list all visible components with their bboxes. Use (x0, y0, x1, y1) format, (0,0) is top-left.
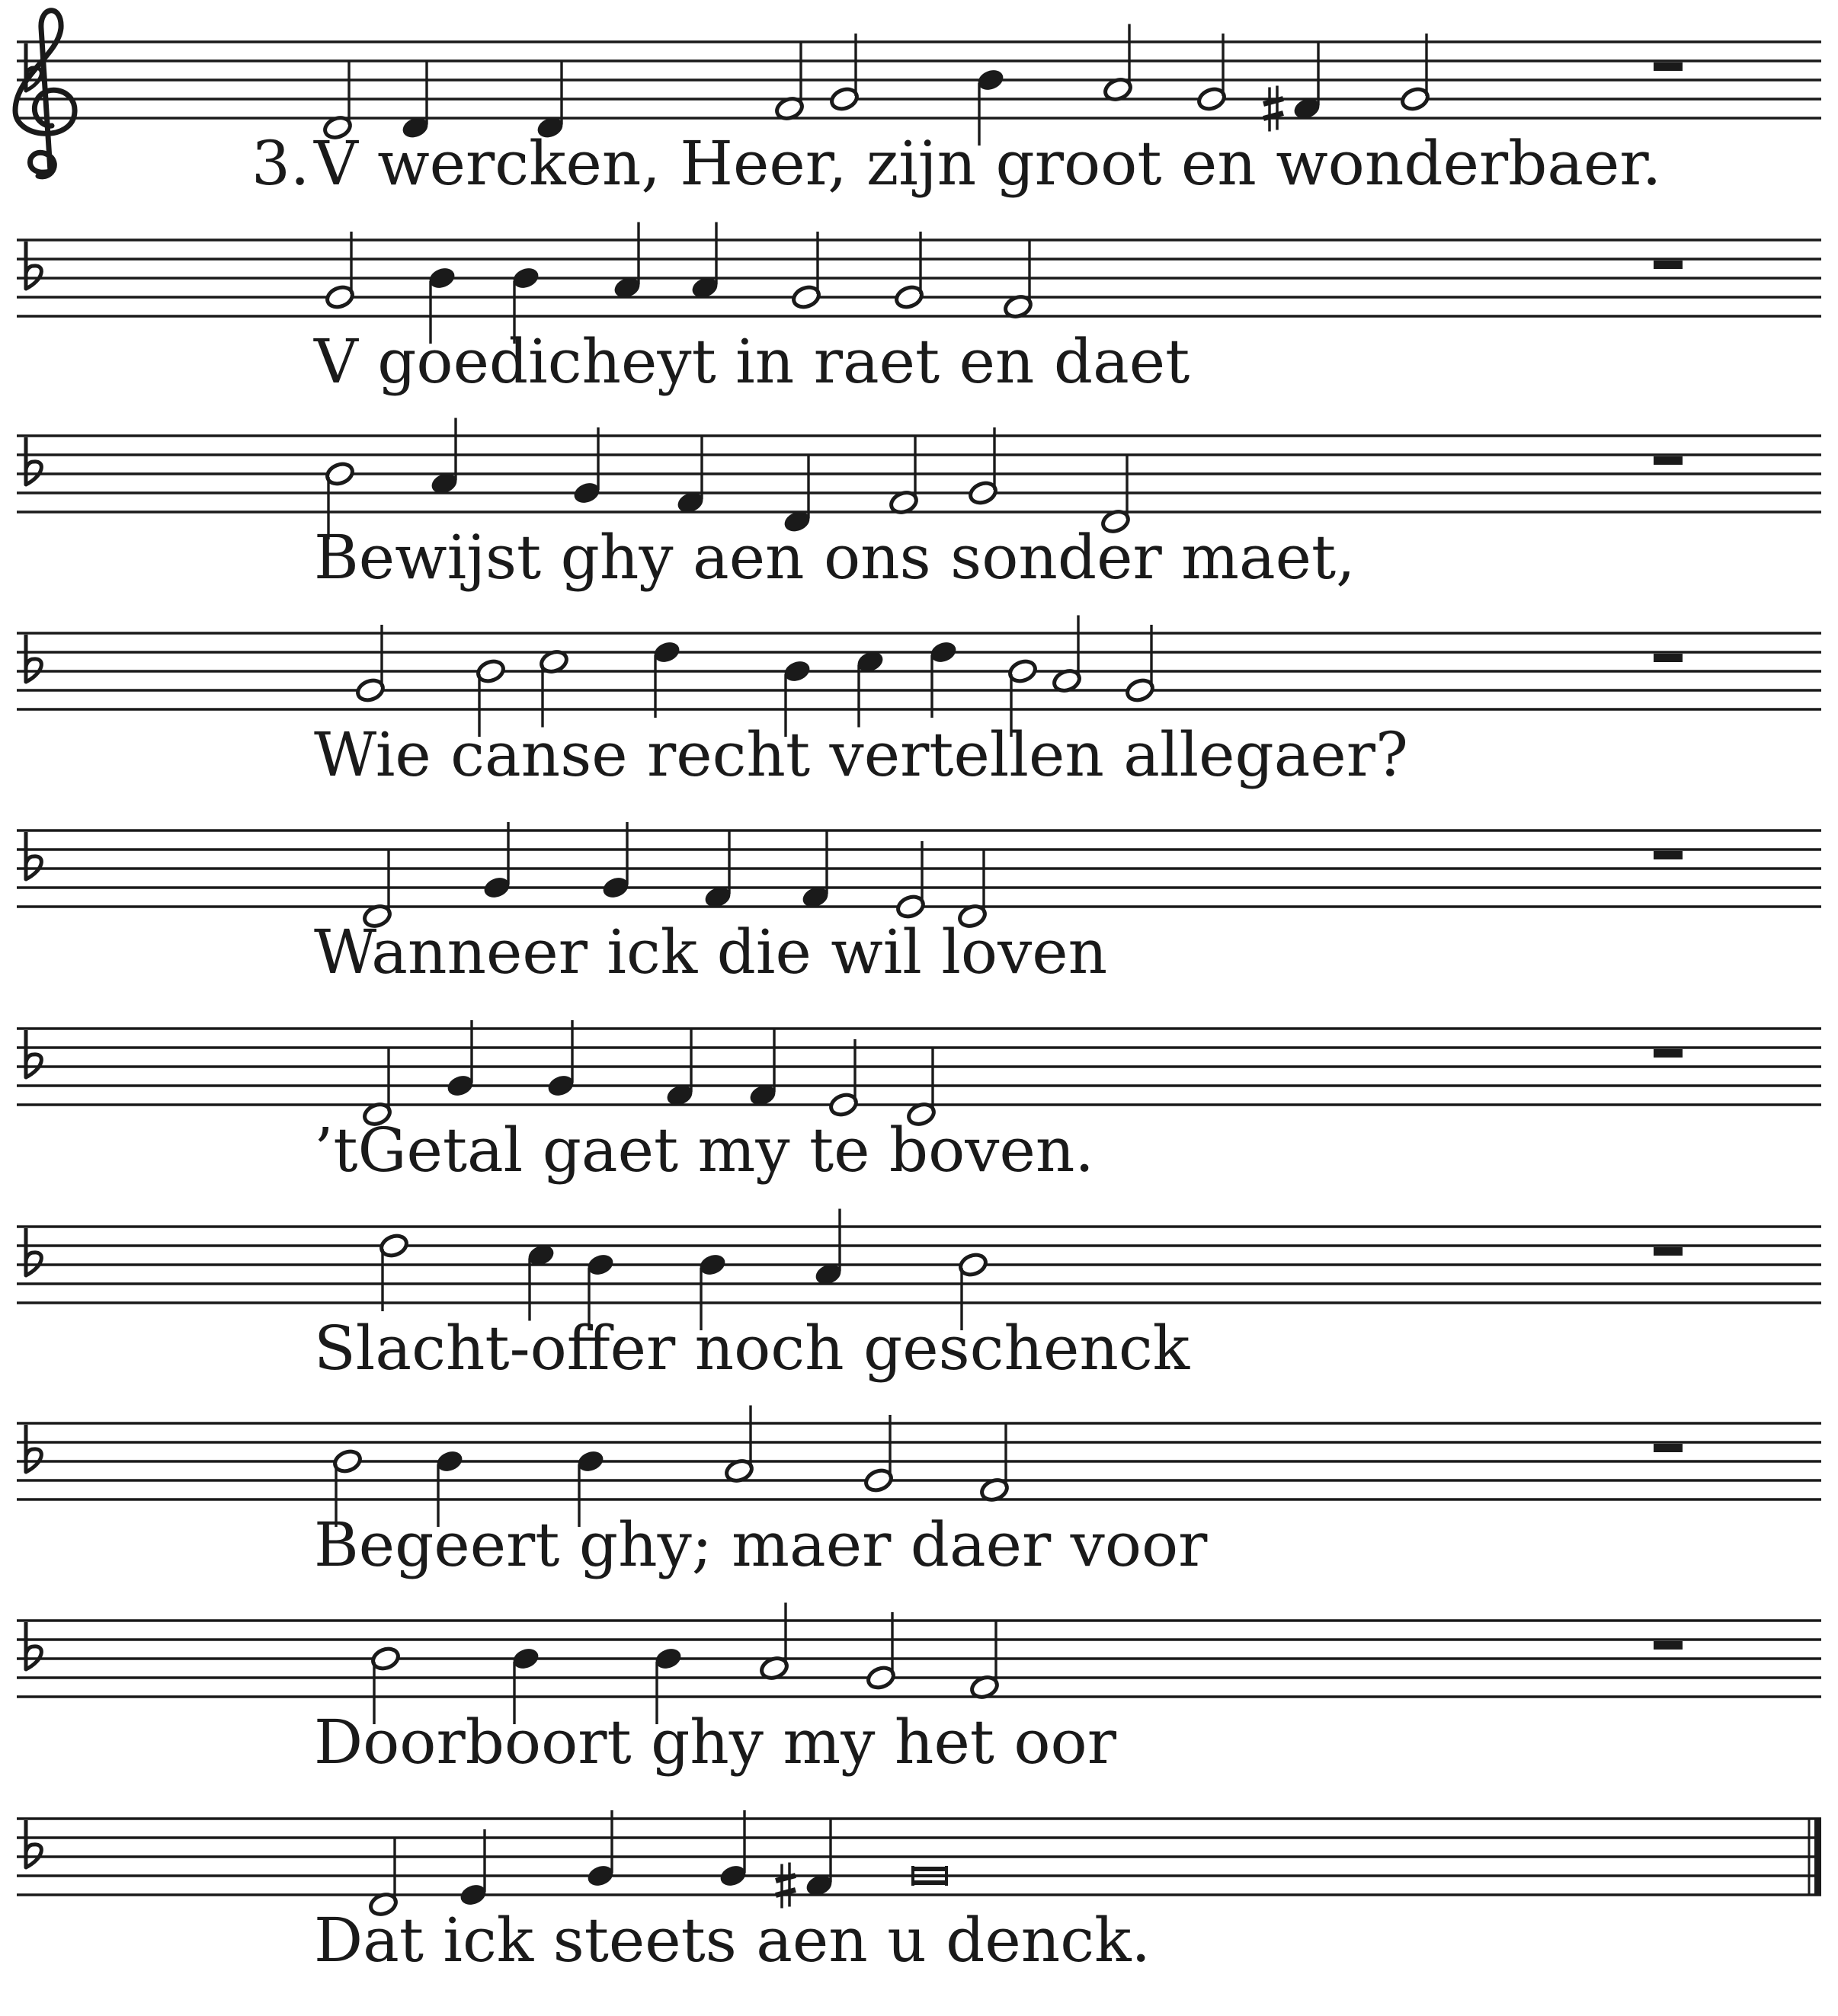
key-signature-flat-icon (26, 437, 41, 485)
whole-rest-icon (1654, 62, 1683, 71)
note (718, 1810, 749, 1889)
note (572, 427, 603, 506)
note (546, 1020, 577, 1099)
whole-rest-icon (1654, 1247, 1683, 1256)
key-signature-flat-icon (26, 1425, 41, 1472)
note (539, 648, 570, 727)
key-signature-flat-icon (26, 1228, 41, 1275)
note (379, 1233, 410, 1311)
note (664, 1030, 696, 1109)
lyric-line: Wie canse recht vertellen allegaer? (314, 719, 1408, 790)
lyric-line: Doorboort ghy my het oor (314, 1707, 1116, 1778)
note (325, 232, 356, 310)
note (482, 822, 513, 901)
verse-number: 3. (251, 128, 310, 199)
note (889, 437, 920, 516)
note (429, 418, 460, 497)
note (829, 34, 860, 112)
note (894, 232, 925, 310)
whole-rest-icon (1654, 261, 1683, 269)
system-7 (17, 1209, 1821, 1384)
note (600, 822, 632, 901)
key-signature-flat-icon (26, 1820, 41, 1867)
note (690, 222, 721, 301)
key-signature-flat-icon (26, 1030, 41, 1077)
lyric-line: Wanneer ick die wil loven (314, 917, 1108, 987)
lyric-line: ’tGetal gaet my te boven. (314, 1115, 1094, 1186)
note (828, 1039, 860, 1118)
note (748, 1030, 779, 1109)
system-8 (17, 1406, 1821, 1581)
note (1196, 34, 1228, 112)
whole-rest-icon (1654, 654, 1683, 662)
whole-rest-icon (1654, 851, 1683, 859)
system-10 (17, 1810, 1821, 1976)
note (866, 1612, 897, 1691)
staff (17, 240, 1821, 316)
note (759, 1603, 790, 1682)
staff (17, 830, 1821, 907)
note (969, 1622, 1001, 1701)
lyric-line: V goedicheyt in raet en daet (314, 326, 1190, 397)
lyric-line: Dat ick steets aen u denck. (314, 1905, 1151, 1976)
whole-rest-icon (1654, 1444, 1683, 1452)
note (458, 1829, 489, 1908)
note (1400, 34, 1431, 112)
key-signature-flat-icon (26, 635, 41, 682)
note (913, 1866, 946, 1886)
note (863, 1415, 895, 1493)
lyric-line: Slacht-offer noch geschenck (314, 1313, 1190, 1384)
key-signature-flat-icon (26, 1622, 41, 1669)
system-6 (17, 1020, 1821, 1186)
staff (17, 1029, 1821, 1105)
note (800, 832, 831, 910)
note (804, 1820, 835, 1899)
note (1292, 43, 1323, 122)
note (968, 427, 999, 506)
lyric-line: Begeert ghy; maer daer voor (314, 1509, 1208, 1580)
system-4 (17, 616, 1821, 791)
whole-rest-icon (1654, 1641, 1683, 1650)
staff (17, 633, 1821, 709)
note (445, 1020, 476, 1099)
note (652, 639, 683, 718)
note (895, 841, 927, 920)
system-9 (17, 1603, 1821, 1778)
key-signature-flat-icon (26, 832, 41, 879)
note (979, 1425, 1010, 1503)
sharp-accidental-icon (776, 1863, 796, 1909)
key-signature-flat-icon (26, 242, 41, 289)
staff (17, 1227, 1821, 1303)
note (813, 1209, 844, 1288)
note (612, 222, 643, 301)
lyric-line: V wercken, Heer, zijn groot en wonderbaer. (314, 128, 1662, 199)
note (774, 43, 805, 122)
note (1103, 24, 1134, 103)
note (1003, 242, 1034, 320)
system-5 (17, 822, 1821, 987)
note (526, 1242, 557, 1320)
note (703, 832, 734, 910)
treble-clef-icon (15, 11, 75, 177)
staff (17, 1621, 1821, 1697)
note (585, 1810, 616, 1889)
system-2 (17, 222, 1821, 398)
staff (17, 1423, 1821, 1499)
key-signature-flat-icon (26, 43, 41, 91)
lyric-line: Bewijst ghy aen ons sonder maet, (314, 522, 1356, 593)
note (1125, 625, 1156, 703)
note (928, 639, 959, 718)
staff (17, 42, 1821, 118)
note (855, 648, 886, 727)
whole-rest-icon (1654, 1049, 1683, 1058)
note (675, 437, 706, 516)
note (355, 625, 386, 703)
sharp-accidental-icon (1263, 86, 1283, 132)
system-1 (15, 11, 1821, 199)
note (791, 232, 822, 310)
whole-rest-icon (1654, 456, 1683, 465)
note (724, 1406, 755, 1484)
system-3 (17, 418, 1821, 594)
staff (17, 436, 1821, 512)
note (1052, 616, 1083, 694)
